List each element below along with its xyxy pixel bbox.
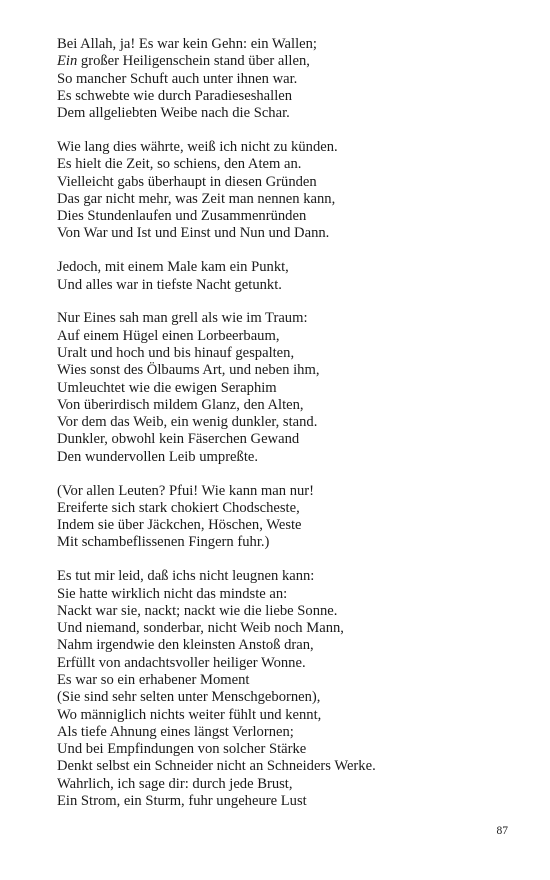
stanza bbox=[57, 568, 517, 810]
poem-line: Ereiferte sich stark chokiert Chodscheste, bbox=[57, 499, 300, 516]
poem-line: Wo männiglich nichts weiter fühlt und kennt, bbox=[57, 706, 322, 723]
poem-line: Dem allgeliebten Weibe nach die Schar. bbox=[57, 105, 290, 122]
poem-line: Den wundervollen Leib umpreßte. bbox=[57, 448, 259, 465]
poem-line: Auf einem Hügel einen Lorbeerbaum, bbox=[57, 327, 280, 344]
page-number: 87 bbox=[496, 825, 508, 837]
poem-line: Und alles war in tiefste Nacht getunkt. bbox=[57, 276, 282, 293]
poem-line: Wahrlich, ich sage dir: durch jede Brust, bbox=[57, 775, 293, 792]
poem-line: Nahm irgendwie den kleinsten Anstoß dran, bbox=[57, 637, 314, 654]
poem-line: Ein Strom, ein Sturm, fuhr ungeheure Lust bbox=[57, 793, 307, 810]
emphasized-word: Ein bbox=[57, 53, 78, 70]
poem-line: Wie lang dies währte, weiß ich nicht zu künden. bbox=[57, 138, 338, 155]
line-remainder: großer Heiligenschein stand über allen, bbox=[77, 53, 310, 70]
poem-line: Bei Allah, ja! Es war kein Gehn: ein Wallen; bbox=[57, 36, 317, 52]
poem-line: Als tiefe Ahnung eines längst Verlornen; bbox=[57, 723, 294, 740]
poem-line: Denkt selbst ein Schneider nicht an Schneiders Werke. bbox=[57, 758, 376, 775]
poem-line: Von überirdisch mildem Glanz, den Alten, bbox=[57, 396, 304, 413]
poem-line: Wies sonst des Ölbaums Art, und neben ihm, bbox=[57, 362, 320, 379]
poem-line: Mit schambeflissenen Fingern fuhr.) bbox=[57, 534, 270, 551]
poem-line: Es hielt die Zeit, so schiens, den Atem an. bbox=[57, 156, 302, 173]
poem-line: Es schwebte wie durch Paradieseshallen bbox=[57, 87, 293, 104]
poem-line: Umleuchtet wie die ewigen Seraphim bbox=[57, 379, 277, 396]
poem-text bbox=[57, 36, 517, 810]
poem-line: (Vor allen Leuten? Pfui! Wie kann man nur! bbox=[57, 482, 315, 499]
poem-line: Das gar nicht mehr, was Zeit man nennen kann, bbox=[57, 190, 336, 207]
poem-line: Dies Stundenlaufen und Zusammenründen bbox=[57, 208, 307, 225]
stanza bbox=[57, 310, 517, 466]
poem-line: Sie hatte wirklich nicht das mindste an: bbox=[57, 585, 288, 602]
poem-line: Vor dem das Weib, ein wenig dunkler, stand. bbox=[57, 414, 318, 431]
poem-line bbox=[57, 53, 517, 70]
stanza bbox=[57, 139, 517, 243]
poem-line: (Sie sind sehr selten unter Menschgebornen), bbox=[57, 689, 321, 706]
poem-line: Es tut mir leid, daß ichs nicht leugnen kann: bbox=[57, 568, 315, 585]
poem-line: Uralt und hoch und bis hinauf gespalten, bbox=[57, 344, 295, 361]
poem-line: Dunkler, obwohl kein Fäserchen Gewand bbox=[57, 431, 300, 448]
poem-line: So mancher Schuft auch unter ihnen war. bbox=[57, 70, 298, 87]
poem-line: Es war so ein erhabener Moment bbox=[57, 672, 250, 688]
stanza bbox=[57, 259, 517, 294]
poem-line: Indem sie über Jäckchen, Höschen, Weste bbox=[57, 517, 302, 534]
poem-line: Und bei Empfindungen von solcher Stärke bbox=[57, 741, 307, 758]
poem-line: Von War und Ist und Einst und Nun und Dann. bbox=[57, 225, 330, 242]
poem-line: Jedoch, mit einem Male kam ein Punkt, bbox=[57, 259, 289, 276]
poem-line: Nur Eines sah man grell als wie im Traum: bbox=[57, 310, 308, 327]
poem-line: Und niemand, sonderbar, nicht Weib noch Mann, bbox=[57, 620, 344, 637]
stanza bbox=[57, 483, 517, 552]
stanza bbox=[57, 36, 517, 122]
poem-line: Vielleicht gabs überhaupt in diesen Gründen bbox=[57, 173, 317, 190]
poem-line: Erfüllt von andachtsvoller heiliger Wonne. bbox=[57, 654, 306, 671]
poem-line: Nackt war sie, nackt; nackt wie die liebe Sonne. bbox=[57, 602, 338, 619]
